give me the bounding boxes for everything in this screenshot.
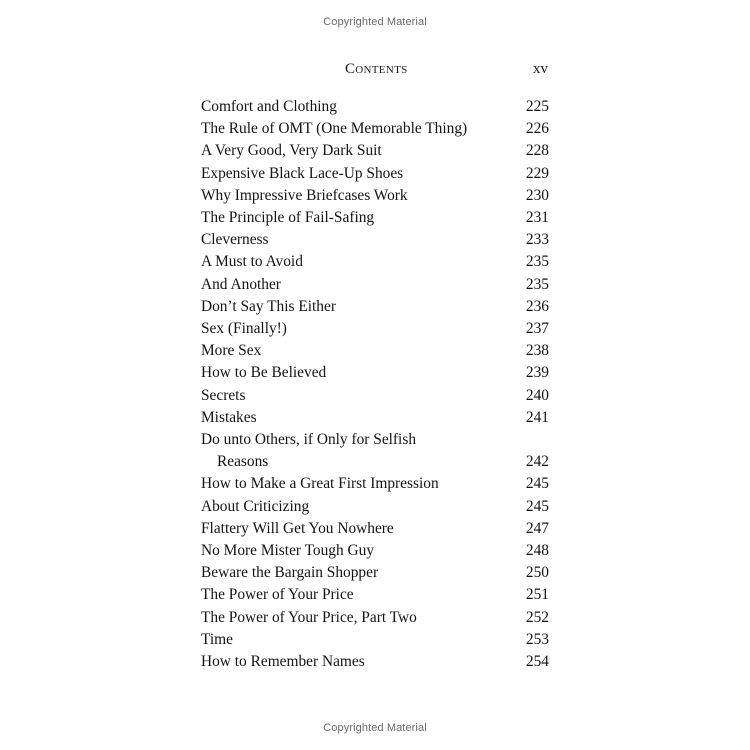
toc-entry-page-number: 250 — [525, 564, 549, 582]
toc-entry-page-number: 236 — [525, 297, 549, 315]
toc-entry-title: A Must to Avoid — [201, 253, 303, 271]
toc-entry-page-number: 253 — [525, 630, 549, 648]
toc-entry-title: The Power of Your Price, Part Two — [201, 608, 417, 626]
toc-entry-title: A Very Good, Very Dark Suit — [201, 142, 382, 160]
toc-entry-page-number: 238 — [525, 342, 549, 360]
toc-entry-page-number: 240 — [525, 386, 549, 404]
toc-entry-title: Beware the Bargain Shopper — [201, 564, 379, 582]
toc-entry[interactable] — [201, 96, 549, 118]
toc-entry-page-number: 231 — [525, 209, 549, 227]
toc-entry-title: The Power of Your Price — [201, 586, 354, 604]
toc-entry[interactable] — [201, 362, 549, 384]
toc-entry-page-number: 226 — [525, 120, 549, 138]
table-of-contents — [201, 96, 549, 673]
toc-entry[interactable] — [201, 118, 549, 140]
toc-entry-title: The Rule of OMT (One Memorable Thing) — [201, 120, 468, 138]
toc-entry-page-number: 248 — [525, 542, 549, 560]
toc-entry-title: More Sex — [201, 342, 262, 360]
toc-entry-page-number: 233 — [525, 231, 549, 249]
toc-entry[interactable] — [201, 385, 549, 407]
toc-entry[interactable] — [201, 407, 549, 429]
toc-entry-title: And Another — [201, 275, 281, 293]
toc-entry[interactable] — [201, 207, 549, 229]
toc-entry-title: Flattery Will Get You Nowhere — [201, 519, 394, 537]
toc-entry-page-number: 237 — [525, 320, 549, 338]
toc-entry-title: Don’t Say This Either — [201, 297, 336, 315]
toc-entry-page-number: 235 — [525, 253, 549, 271]
toc-entry-title: How to Be Believed — [201, 364, 327, 382]
toc-entry[interactable] — [201, 318, 549, 340]
contents-heading: Contents — [345, 61, 408, 77]
copyright-watermark-top: Copyrighted Material — [323, 16, 427, 28]
toc-entry-title: Expensive Black Lace-Up Shoes — [201, 164, 404, 182]
toc-entry-title: Time — [201, 630, 233, 648]
toc-entry-title: How to Remember Names — [201, 653, 365, 671]
toc-entry-title: Mistakes — [201, 408, 257, 426]
toc-entry[interactable] — [201, 251, 549, 273]
copyright-watermark-bottom: Copyrighted Material — [323, 722, 427, 734]
toc-entry-title-continued: Reasons — [217, 453, 269, 471]
toc-entry[interactable] — [201, 584, 549, 606]
toc-entry-title: How to Make a Great First Impression — [201, 475, 439, 493]
toc-entry-page-number: 225 — [525, 98, 549, 115]
toc-entry[interactable] — [201, 607, 549, 629]
toc-entry[interactable] — [201, 163, 549, 185]
toc-entry-page-number: 230 — [525, 186, 549, 204]
toc-entry-page-number: 239 — [525, 364, 549, 382]
toc-entry-title-block — [201, 429, 416, 473]
toc-entry[interactable] — [201, 562, 549, 584]
toc-entry-page-number: 235 — [525, 275, 549, 293]
toc-entry[interactable] — [201, 429, 549, 473]
toc-entry[interactable] — [201, 473, 549, 495]
toc-entry-title: Why Impressive Briefcases Work — [201, 186, 408, 204]
toc-entry[interactable] — [201, 340, 549, 362]
toc-entry[interactable] — [201, 651, 549, 673]
toc-entry[interactable] — [201, 540, 549, 562]
toc-entry[interactable] — [201, 296, 549, 318]
toc-entry-title: The Principle of Fail-Safing — [201, 209, 375, 227]
toc-entry[interactable] — [201, 229, 549, 251]
toc-entry-page-number: 247 — [525, 519, 549, 537]
toc-entry-page-number: 245 — [525, 475, 549, 493]
toc-entry-page-number: 245 — [525, 497, 549, 515]
toc-entry-title: Sex (Finally!) — [201, 320, 287, 338]
toc-entry-title: About Criticizing — [201, 497, 310, 515]
toc-entry-page-number: 242 — [525, 453, 549, 471]
toc-entry-title: Secrets — [201, 386, 246, 404]
toc-entry-page-number: 251 — [525, 586, 549, 604]
toc-entry-title: No More Mister Tough Guy — [201, 542, 375, 560]
toc-entry-title: Cleverness — [201, 231, 269, 249]
running-head — [200, 61, 550, 83]
toc-entry[interactable] — [201, 140, 549, 162]
toc-entry[interactable] — [201, 496, 549, 518]
toc-entry-page-number: 254 — [525, 653, 549, 671]
toc-entry-page-number: 241 — [525, 408, 549, 426]
toc-entry[interactable] — [201, 518, 549, 540]
toc-entry-page-number: 252 — [525, 608, 549, 626]
toc-entry-title: Comfort and Clothing — [201, 98, 337, 115]
toc-entry[interactable] — [201, 274, 549, 296]
toc-entry-page-number: 229 — [525, 164, 549, 182]
toc-entry[interactable] — [201, 185, 549, 207]
toc-entry[interactable] — [201, 629, 549, 651]
toc-entry-title: Do unto Others, if Only for Selfish — [201, 431, 417, 449]
page-folio: xv — [533, 61, 548, 77]
toc-entry-page-number: 228 — [525, 142, 549, 160]
